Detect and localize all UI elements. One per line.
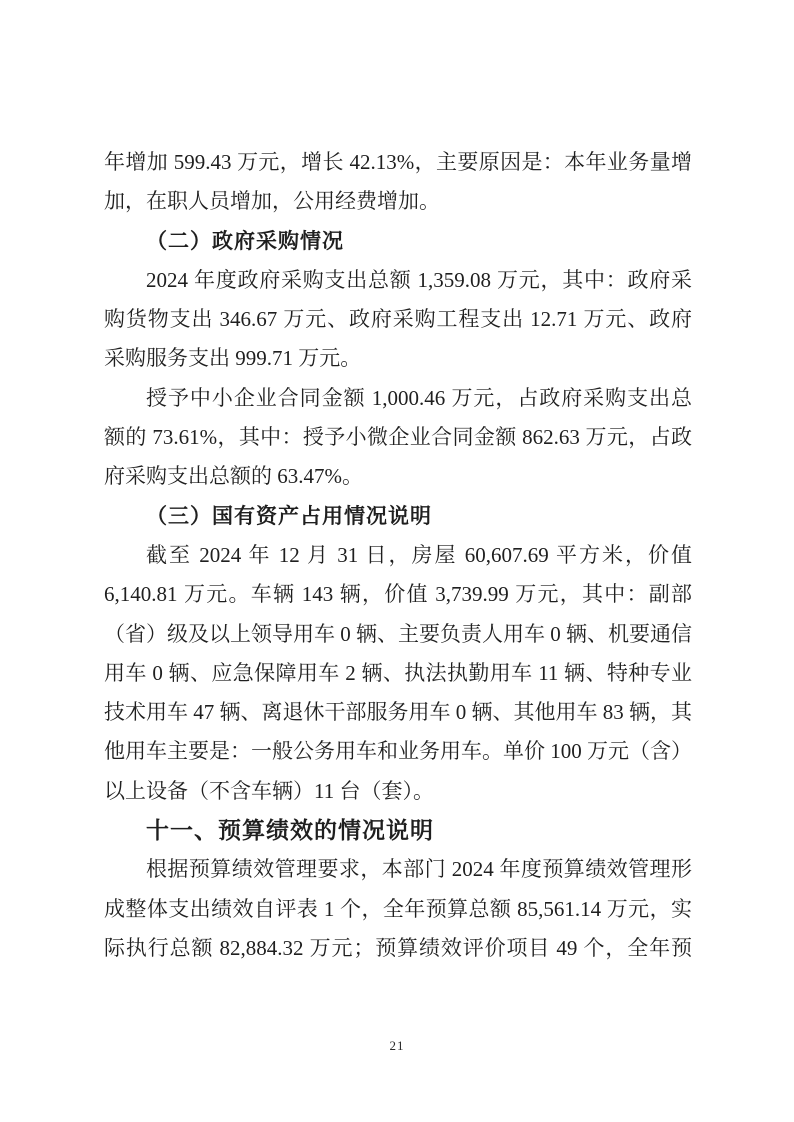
text-line: 6,140.81 万元。车辆 143 辆，价值 3,739.99 万元，其中：副部 [104, 582, 692, 607]
page-footer [0, 1037, 794, 1055]
text-line: 购货物支出 346.67 万元、政府采购工程支出 12.71 万元、政府 [104, 307, 692, 332]
document-body [104, 143, 692, 968]
text-line: 际执行总额 82,884.32 万元；预算绩效评价项目 49 个，全年预 [104, 935, 692, 960]
text-line: 根据预算绩效管理要求，本部门 2024 年度预算绩效管理形 [146, 857, 692, 882]
text-line: 用车 0 辆、应急保障用车 2 辆、执法执勤用车 11 辆、特种专业 [104, 660, 692, 685]
text-line: 2024 年度政府采购支出总额 1,359.08 万元，其中：政府采 [146, 267, 692, 292]
page-number: 21 [389, 1038, 405, 1053]
text-line: 额的 73.61%，其中：授予小微企业合同金额 862.63 万元，占政 [104, 425, 692, 450]
text-line: 成整体支出绩效自评表 1 个，全年预算总额 85,561.14 万元，实 [104, 896, 692, 921]
text-line: 以上设备（不含车辆）11 台（套）。 [104, 778, 434, 803]
text-line: 技术用车 47 辆、离退休干部服务用车 0 辆、其他用车 83 辆，其 [104, 700, 692, 725]
text-line: 授予中小企业合同金额 1,000.46 万元，占政府采购支出总 [146, 385, 692, 410]
text-line: （省）级及以上领导用车 0 辆、主要负责人用车 0 辆、机要通信 [104, 621, 692, 646]
text-line: 府采购支出总额的 63.47%。 [104, 464, 363, 489]
text-line: 采购服务支出 999.71 万元。 [104, 346, 362, 371]
text-line: 年增加 599.43 万元，增长 42.13%，主要原因是：本年业务量增 [104, 150, 692, 174]
text-line: 加，在职人员增加，公用经费增加。 [104, 189, 440, 214]
section-heading: （三）国有资产占用情况说明 [146, 503, 432, 528]
text-line: 截至 2024 年 12 月 31 日，房屋 60,607.69 平方米，价值 [146, 542, 692, 567]
section-heading: 十一、预算绩效的情况说明 [146, 817, 434, 844]
section-heading: （二）政府采购情况 [146, 228, 344, 253]
text-line: 他用车主要是：一般公务用车和业务用车。单价 100 万元（含） [104, 739, 692, 764]
